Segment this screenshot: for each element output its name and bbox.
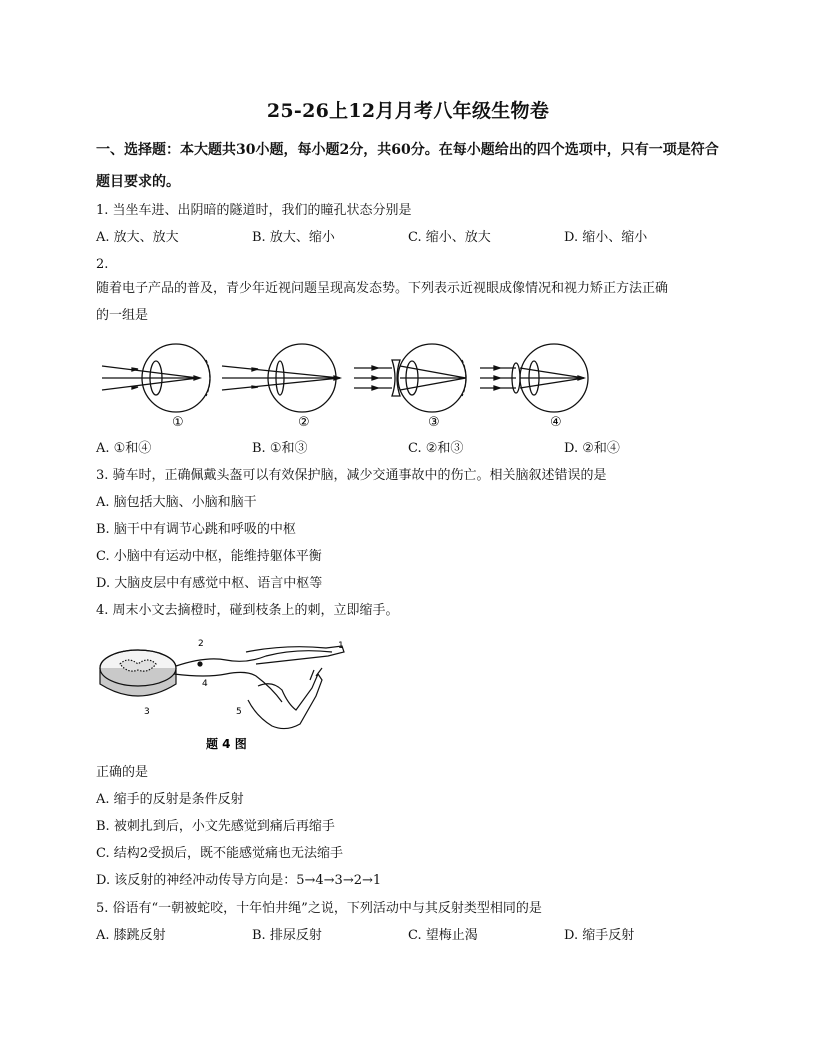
eye-label-4: ④ [550,415,562,430]
q3-stem: 3. 骑车时，正确佩戴头盔可以有效保护脑，减少交通事故中的伤亡。相关脑叙述错误的是 [96,468,607,483]
reflex-arc-figure [96,630,356,754]
eye-label-2: ② [298,415,310,430]
section-heading: 一、选择题：本大题共30小题，每小题2分，共60分。在每小题给出的四个选项中，只有一项是符合题目要求的。 [96,142,719,190]
figure-label-3: 3 [144,707,150,717]
q5-option-d: D. 缩手反射 [564,928,635,943]
figure-label-4: 4 [202,679,208,689]
q5-option-a: A. 膝跳反射 [96,928,166,943]
q3-option-a: A. 脑包括大脑、小脑和脑干 [96,495,257,510]
q5-stem: 5. 俗语有“一朝被蛇咬，十年怕井绳”之说，下列活动中与其反射类型相同的是 [96,901,542,916]
q2-option-a: A. ①和④ [96,441,152,456]
eye-label-3: ③ [428,415,440,430]
q1-option-a: A. 放大、放大 [96,230,179,245]
q2-number: 2. [96,257,109,272]
q1-option-b: B. 放大、缩小 [252,230,335,245]
q4-option-d: D. 该反射的神经冲动传导方向是：5→4→3→2→1 [96,873,382,888]
q4-option-a: A. 缩手的反射是条件反射 [96,792,244,807]
eye-diagram-1 [102,344,210,412]
q4-stem: 4. 周末小文去摘橙时，碰到枝条上的刺，立即缩手。 [96,603,399,618]
q2-stem-line-2: 的一组是 [96,308,149,323]
q3-option-d: D. 大脑皮层中有感觉中枢、语言中枢等 [96,576,323,591]
q1-stem: 1. 当坐车进、出阴暗的隧道时，我们的瞳孔状态分别是 [96,203,412,218]
eye-diagram-figure [96,340,596,432]
spinal-cord-section [100,650,176,696]
page-title: 25-26上12月月考八年级生物卷 [266,100,550,122]
q4-option-c: C. 结构2受损后，既不能感觉痛也无法缩手 [96,846,344,861]
figure-label-2: 2 [198,639,204,649]
q5-option-c: C. 望梅止渴 [408,928,478,943]
q2-stem-line-1: 随着电子产品的普及，青少年近视问题呈现高发态势。下列表示近视眼成像情况和视力矫正方法正确 [96,281,669,296]
q4-lead: 正确的是 [96,765,149,780]
eye-diagram-2 [222,344,340,412]
q2-option-b: B. ①和③ [252,441,308,456]
figure-caption: 题 4 图 [206,737,247,751]
q2-option-c: C. ②和③ [408,441,464,456]
q4-option-b: B. 被刺扎到后，小文先感觉到痛后再缩手 [96,819,335,834]
figure-label-1: 1 [338,641,344,651]
q3-option-b: B. 脑干中有调节心跳和呼吸的中枢 [96,522,296,537]
figure-label-5: 5 [236,707,242,717]
q3-option-c: C. 小脑中有运动中枢，能维持躯体平衡 [96,549,322,564]
q5-option-b: B. 排尿反射 [252,928,322,943]
eye-label-1: ① [172,415,184,430]
eye-diagram-4 [480,344,588,412]
q1-option-d: D. 缩小、缩小 [564,230,648,245]
eye-diagram-3 [354,344,466,412]
q1-option-c: C. 缩小、放大 [408,230,491,245]
q2-option-d: D. ②和④ [564,441,620,456]
